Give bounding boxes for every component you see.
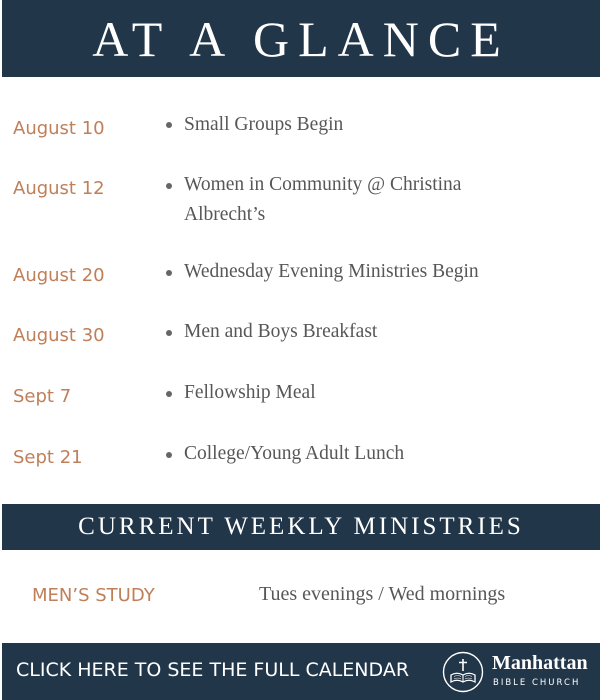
event-title: Small Groups Begin	[184, 114, 344, 135]
bullet-icon	[166, 330, 172, 336]
event-title: Wednesday Evening Ministries Begin	[184, 261, 479, 282]
bullet-icon	[166, 183, 172, 189]
event-title: Men and Boys Breakfast	[184, 321, 378, 342]
bible-cross-icon	[442, 651, 484, 693]
ministry-name: MEN’S STUDY	[32, 585, 155, 606]
logo-name: Manhattan	[492, 652, 588, 674]
event-date: August 10	[13, 118, 105, 139]
ministry-time: Tues evenings / Wed mornings	[259, 583, 506, 605]
event-date: August 30	[13, 325, 105, 346]
bullet-icon	[166, 270, 172, 276]
event-date: Sept 21	[13, 447, 83, 468]
church-logo	[442, 651, 598, 693]
event-date: Sept 7	[13, 386, 72, 407]
full-calendar-link-label: CLICK HERE TO SEE THE FULL CALENDAR	[16, 659, 410, 681]
event-title: College/Young Adult Lunch	[184, 443, 405, 464]
event-title: Fellowship Meal	[184, 382, 316, 403]
logo-subtitle: BIBLE CHURCH	[493, 678, 581, 688]
event-title: Women in Community @ Christina Albrecht’s	[184, 174, 462, 225]
bullet-icon	[166, 122, 172, 128]
at-a-glance-banner	[2, 0, 600, 77]
full-calendar-link[interactable]	[2, 643, 600, 700]
bullet-icon	[166, 452, 172, 458]
bullet-icon	[166, 391, 172, 397]
event-date: August 12	[13, 178, 105, 199]
event-date: August 20	[13, 265, 105, 286]
page-title: AT A GLANCE	[92, 10, 510, 67]
section-title: CURRENT WEEKLY MINISTRIES	[78, 513, 524, 540]
weekly-ministries-banner	[2, 504, 600, 550]
